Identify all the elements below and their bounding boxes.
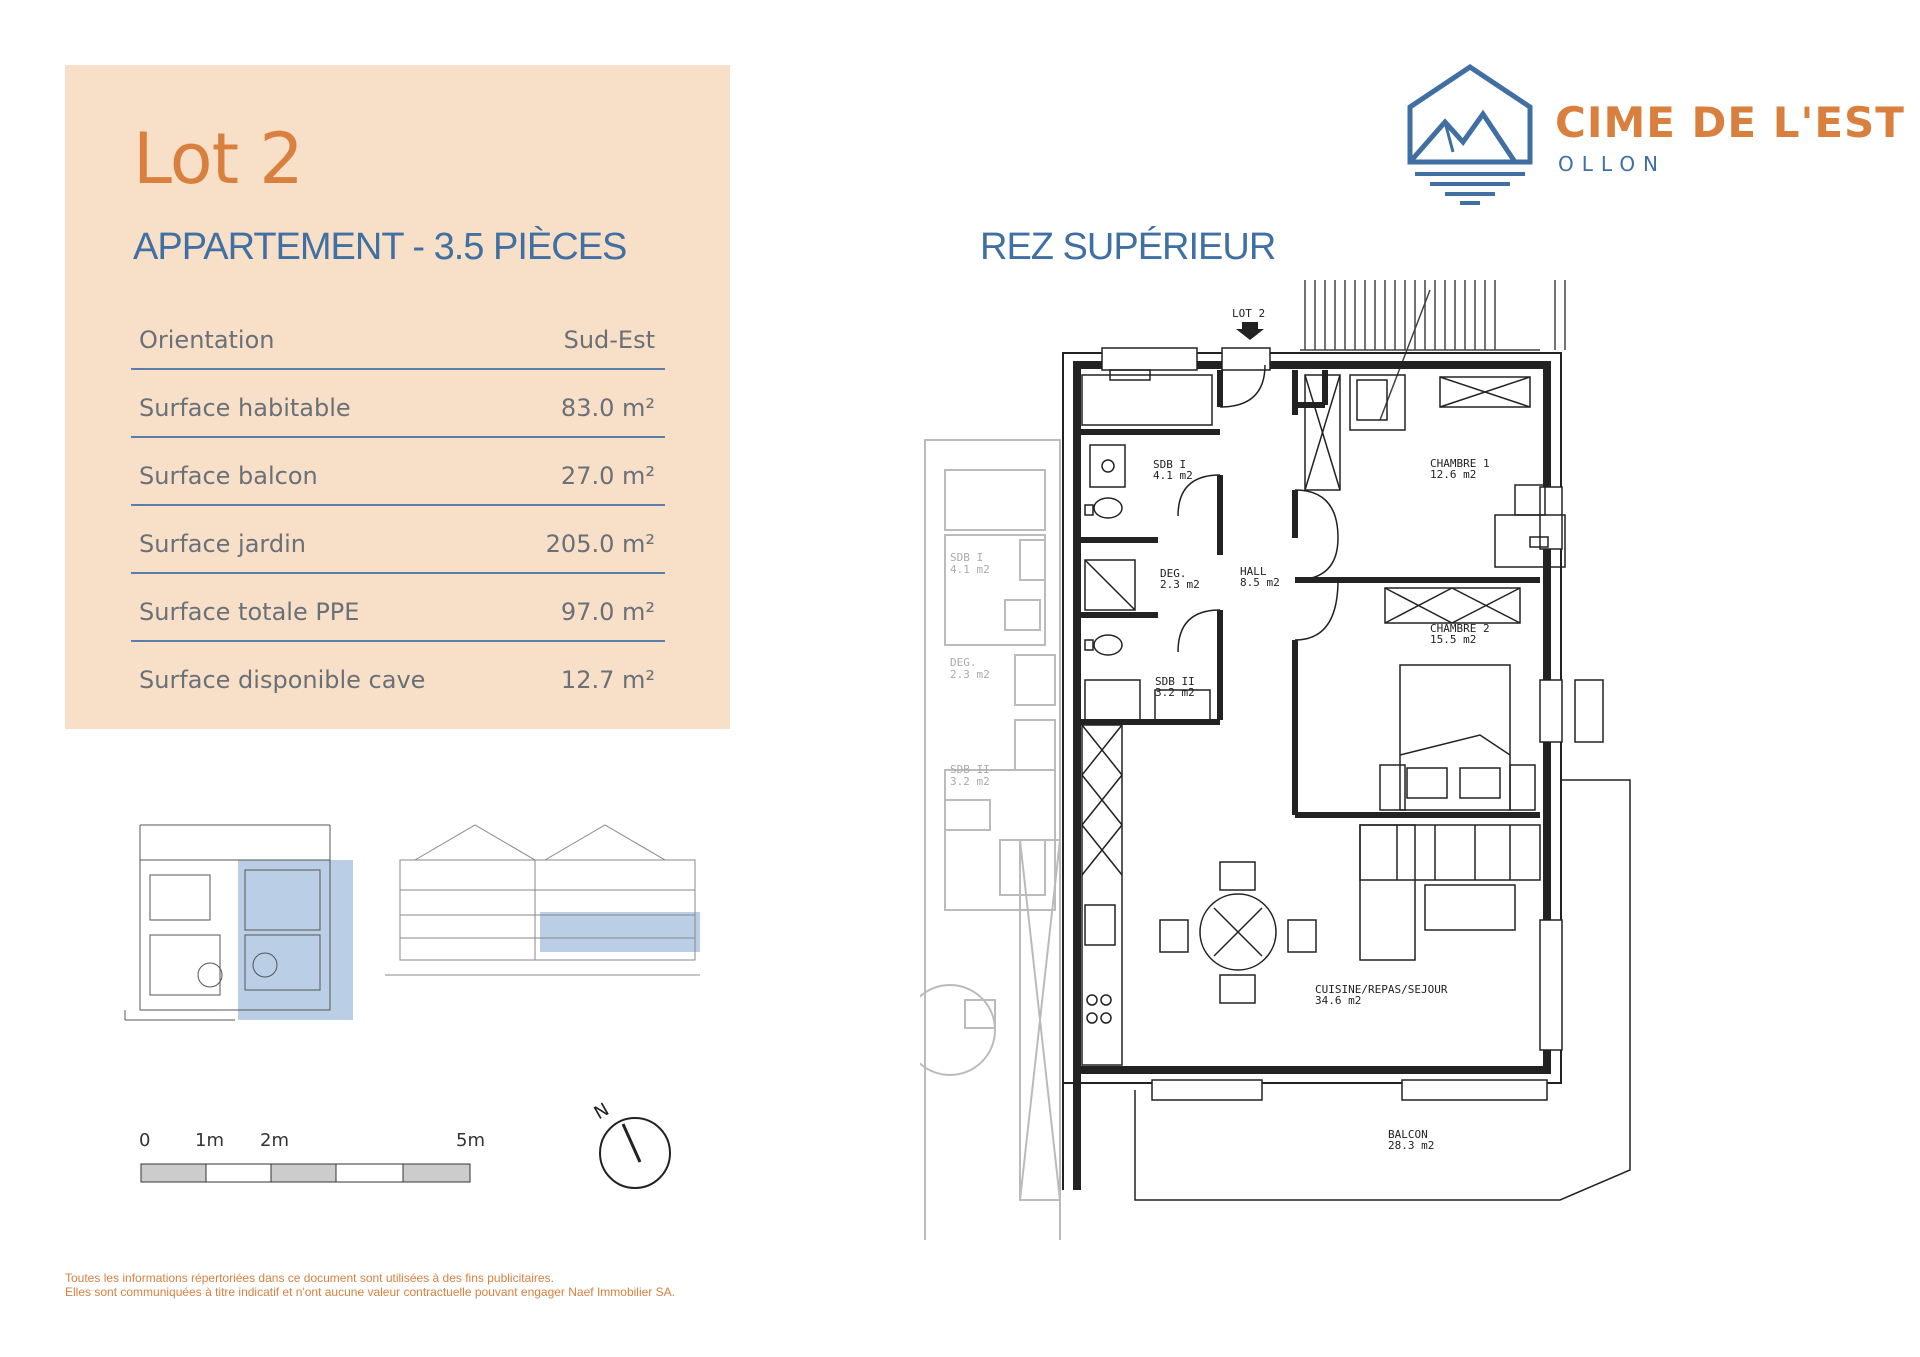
kitchen-counter <box>1082 725 1122 1065</box>
room-area: 3.2 m2 <box>1155 686 1195 699</box>
scale-label-2m: 2m <box>260 1130 289 1151</box>
scale-label-1m: 1m <box>195 1130 224 1151</box>
room-area: 34.6 m2 <box>1315 994 1362 1007</box>
spec-value: 83.0 m² <box>560 394 655 422</box>
spec-row-surface-jardin <box>131 504 665 574</box>
spec-row-surface-balcon <box>131 436 665 506</box>
outer-walls <box>1063 353 1561 1190</box>
room-label: CHAMBRE 1 <box>1430 457 1490 470</box>
room-label: SDB II <box>1155 675 1195 688</box>
neighbor-room-label: SDB I <box>950 551 984 564</box>
neighbor-room-area: 4.1 m2 <box>950 563 990 576</box>
neighbor-room-label: SDB II <box>950 763 990 776</box>
compass-n-label: N <box>590 1099 613 1125</box>
disclaimer-line-2: Elles sont communiquées à titre indicatif et n'ont aucune valeur contractuelle pouvant engager Naef Immobilier SA. <box>65 1285 675 1299</box>
entry-arrow-icon <box>1236 322 1264 340</box>
mountain-logo-icon <box>1405 62 1535 207</box>
spec-label: Surface habitable <box>139 394 351 422</box>
living-furniture <box>1160 825 1540 1003</box>
disclaimer-line-1: Toutes les informations répertoriées dans ce document sont utilisées à des fins publicitaires. <box>65 1271 554 1285</box>
spec-value: 12.7 m² <box>560 666 655 694</box>
spec-value: Sud-Est <box>563 326 655 354</box>
neighbor-unit <box>920 440 1060 1240</box>
room-label: SDB I <box>1153 458 1187 471</box>
brand-town: OLLON <box>1558 152 1667 176</box>
room-area: 28.3 m2 <box>1388 1139 1435 1152</box>
neighbor-room-area: 2.3 m2 <box>950 668 990 681</box>
interior-walls <box>1077 370 1540 815</box>
lot-title: Lot 2 <box>133 118 303 200</box>
room-label: CHAMBRE 2 <box>1430 622 1490 635</box>
room-area: 15.5 m2 <box>1430 633 1477 646</box>
spec-label: Surface disponible cave <box>139 666 426 694</box>
spec-row-surface-cave <box>131 640 665 708</box>
north-compass-icon <box>585 1090 680 1195</box>
lot-marker-label: LOT 2 <box>1232 307 1266 320</box>
spec-row-orientation <box>131 300 665 370</box>
brand-name: CIME DE L'EST <box>1555 98 1905 147</box>
spec-value: 97.0 m² <box>560 598 655 626</box>
neighbor-room-label: DEG. <box>950 656 977 669</box>
floor-plan <box>920 280 1680 1240</box>
room-label: DEG. <box>1160 567 1187 580</box>
scale-bar <box>140 1163 475 1187</box>
spec-label: Surface balcon <box>139 462 318 490</box>
apartment-type: APPARTEMENT - 3.5 PIÈCES <box>133 226 627 268</box>
scale-label-5m: 5m <box>456 1130 485 1151</box>
scale-label-0: 0 <box>139 1130 151 1151</box>
spec-value: 205.0 m² <box>545 530 655 558</box>
room-area: 12.6 m2 <box>1430 468 1477 481</box>
elevation-thumbnail <box>380 820 705 990</box>
site-plan-thumbnail <box>120 815 360 1030</box>
spec-label: Orientation <box>139 326 275 354</box>
room-area: 2.3 m2 <box>1160 578 1200 591</box>
spec-label: Surface jardin <box>139 530 306 558</box>
room-label: BALCON <box>1388 1128 1428 1141</box>
room-area: 8.5 m2 <box>1240 576 1280 589</box>
spec-row-surface-habitable <box>131 368 665 438</box>
room-area: 4.1 m2 <box>1153 469 1193 482</box>
spec-label: Surface totale PPE <box>139 598 360 626</box>
neighbor-room-area: 3.2 m2 <box>950 775 990 788</box>
room-label: HALL <box>1240 565 1267 578</box>
door-swings <box>1178 365 1338 652</box>
spec-value: 27.0 m² <box>560 462 655 490</box>
room-label: CUISINE/REPAS/SEJOUR <box>1315 983 1448 996</box>
spec-row-surface-totale <box>131 572 665 642</box>
floor-title: REZ SUPÉRIEUR <box>980 226 1276 268</box>
bathroom-fixtures <box>1082 370 1212 720</box>
